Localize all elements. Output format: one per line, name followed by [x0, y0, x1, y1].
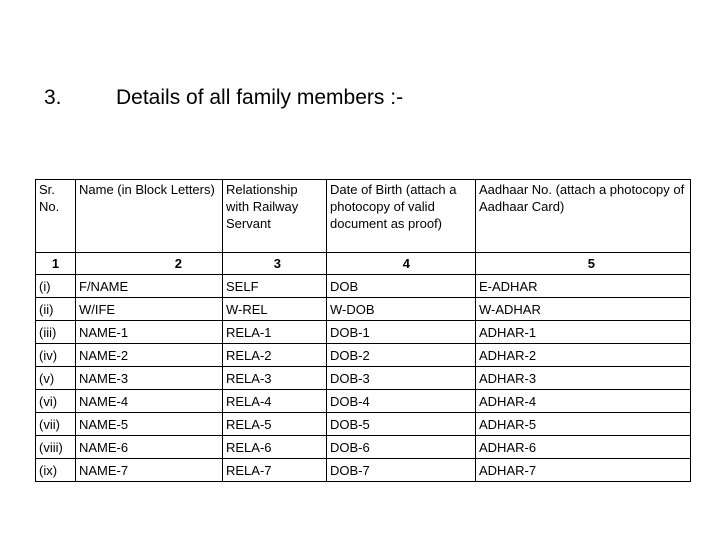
column-number: 2 — [76, 253, 223, 275]
header-relationship: Relationship with Railway Servant — [223, 180, 327, 253]
cell-name: NAME-7 — [76, 459, 223, 482]
column-number: 4 — [327, 253, 476, 275]
cell-aadhaar: ADHAR-5 — [476, 413, 691, 436]
cell-name: W/IFE — [76, 298, 223, 321]
cell-aadhaar: ADHAR-2 — [476, 344, 691, 367]
cell-sr-no: (iii) — [36, 321, 76, 344]
cell-sr-no: (i) — [36, 275, 76, 298]
cell-name: NAME-1 — [76, 321, 223, 344]
cell-aadhaar: ADHAR-3 — [476, 367, 691, 390]
cell-dob: DOB-6 — [327, 436, 476, 459]
cell-name: NAME-2 — [76, 344, 223, 367]
cell-relationship: RELA-2 — [223, 344, 327, 367]
cell-relationship: RELA-5 — [223, 413, 327, 436]
cell-name: NAME-5 — [76, 413, 223, 436]
cell-aadhaar: ADHAR-1 — [476, 321, 691, 344]
header-aadhaar: Aadhaar No. (attach a photocopy of Aadhaar Card) — [476, 180, 691, 253]
cell-sr-no: (vii) — [36, 413, 76, 436]
cell-dob: DOB-2 — [327, 344, 476, 367]
cell-dob: W-DOB — [327, 298, 476, 321]
cell-dob: DOB — [327, 275, 476, 298]
column-number-row — [36, 253, 691, 275]
cell-dob: DOB-3 — [327, 367, 476, 390]
cell-name: F/NAME — [76, 275, 223, 298]
table-row — [36, 298, 691, 321]
cell-sr-no: (vi) — [36, 390, 76, 413]
cell-dob: DOB-7 — [327, 459, 476, 482]
cell-aadhaar: ADHAR-7 — [476, 459, 691, 482]
cell-relationship: RELA-4 — [223, 390, 327, 413]
cell-dob: DOB-5 — [327, 413, 476, 436]
cell-sr-no: (ii) — [36, 298, 76, 321]
cell-dob: DOB-1 — [327, 321, 476, 344]
cell-relationship: SELF — [223, 275, 327, 298]
cell-relationship: W-REL — [223, 298, 327, 321]
cell-aadhaar: ADHAR-6 — [476, 436, 691, 459]
cell-name: NAME-6 — [76, 436, 223, 459]
cell-relationship: RELA-6 — [223, 436, 327, 459]
cell-aadhaar: E-ADHAR — [476, 275, 691, 298]
cell-dob: DOB-4 — [327, 390, 476, 413]
table-row — [36, 413, 691, 436]
table-row — [36, 459, 691, 482]
cell-name: NAME-4 — [76, 390, 223, 413]
cell-aadhaar: W-ADHAR — [476, 298, 691, 321]
cell-relationship: RELA-3 — [223, 367, 327, 390]
cell-sr-no: (v) — [36, 367, 76, 390]
column-number: 5 — [476, 253, 691, 275]
table-header-row — [36, 180, 691, 253]
header-date-of-birth: Date of Birth (attach a photocopy of valid document as proof) — [327, 180, 476, 253]
table-row — [36, 275, 691, 298]
cell-name: NAME-3 — [76, 367, 223, 390]
section-number: 3. — [44, 86, 62, 109]
table-row — [36, 390, 691, 413]
table-row — [36, 367, 691, 390]
table-row — [36, 436, 691, 459]
cell-sr-no: (viii) — [36, 436, 76, 459]
cell-aadhaar: ADHAR-4 — [476, 390, 691, 413]
table-row — [36, 321, 691, 344]
family-members-table — [35, 179, 691, 482]
cell-sr-no: (iv) — [36, 344, 76, 367]
cell-sr-no: (ix) — [36, 459, 76, 482]
section-title: Details of all family members :- — [116, 86, 404, 109]
cell-relationship: RELA-1 — [223, 321, 327, 344]
column-number: 3 — [223, 253, 327, 275]
cell-relationship: RELA-7 — [223, 459, 327, 482]
table-row — [36, 344, 691, 367]
header-name: Name (in Block Letters) — [76, 180, 223, 253]
column-number: 1 — [36, 253, 76, 275]
header-sr-no: Sr. No. — [36, 180, 76, 253]
